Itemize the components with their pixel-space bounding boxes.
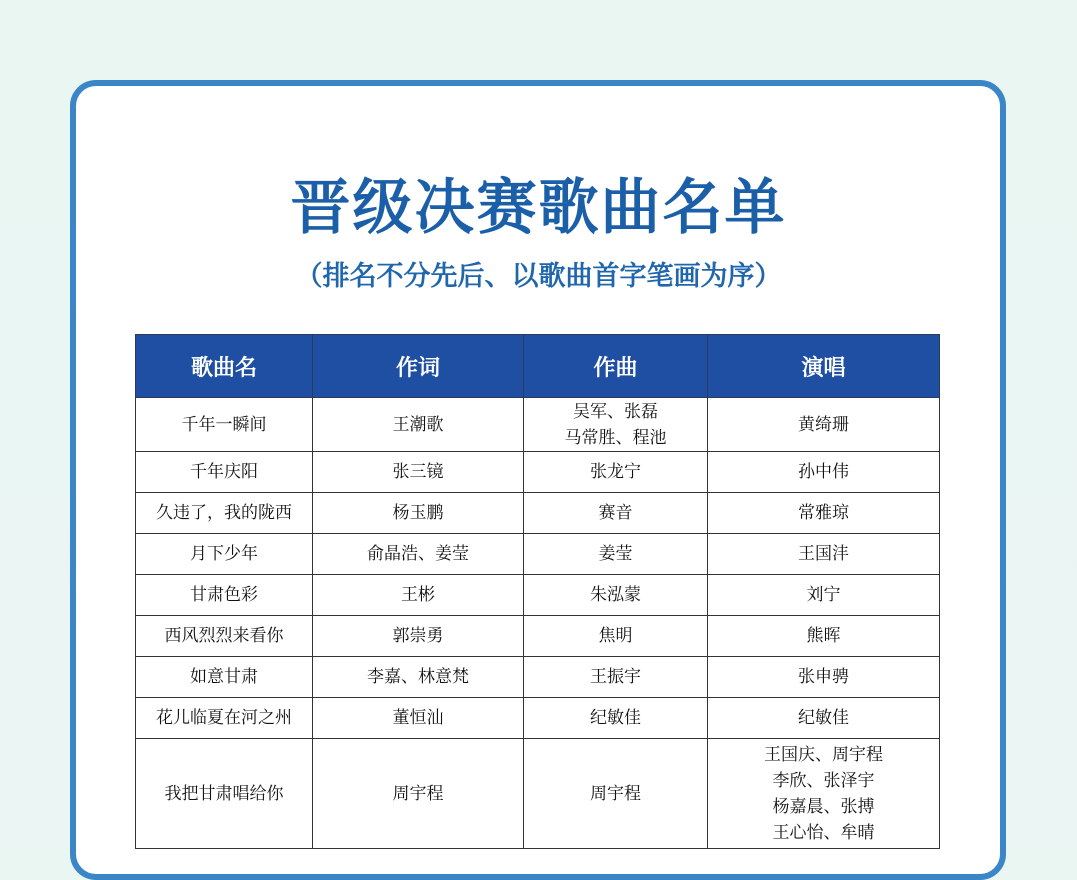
song-name-cell: 花儿临夏在河之州: [136, 698, 313, 739]
singer-cell: 黄绮珊: [708, 398, 940, 452]
header-singer: 演唱: [708, 335, 940, 398]
composer-cell: 纪敏佳: [524, 698, 708, 739]
song-name-cell: 西风烈烈来看你: [136, 616, 313, 657]
header-composer: 作曲: [524, 335, 708, 398]
lyricist-cell: 郭崇勇: [313, 616, 524, 657]
lyricist-cell: 王潮歌: [313, 398, 524, 452]
lyricist-cell: 李嘉、林意梵: [313, 657, 524, 698]
header-lyricist: 作词: [313, 335, 524, 398]
lyricist-cell: 周宇程: [313, 739, 524, 849]
table-row: [136, 739, 940, 849]
composer-cell: 张龙宁: [524, 452, 708, 493]
song-name-cell: 千年一瞬间: [136, 398, 313, 452]
song-list-table: [135, 334, 940, 849]
composer-cell: 朱泓蒙: [524, 575, 708, 616]
lyricist-cell: 杨玉鹏: [313, 493, 524, 534]
song-name-cell: 月下少年: [136, 534, 313, 575]
page-title: 晋级决赛歌曲名单: [290, 173, 787, 243]
composer-cell: [524, 398, 708, 452]
composer-cell: 赛音: [524, 493, 708, 534]
composer-cell: 周宇程: [524, 739, 708, 849]
header-song-name: 歌曲名: [136, 335, 313, 398]
song-name-cell: 如意甘肃: [136, 657, 313, 698]
composer-line: 吴军、张磊: [573, 401, 658, 422]
table-row: [136, 493, 940, 534]
lyricist-cell: 王彬: [313, 575, 524, 616]
singer-cell: 王国沣: [708, 534, 940, 575]
table-row: [136, 575, 940, 616]
table-row: [136, 398, 940, 452]
lyricist-cell: 张三镜: [313, 452, 524, 493]
singer-cell: 刘宁: [708, 575, 940, 616]
singer-line: 李欣、张泽宇: [772, 770, 875, 791]
page-subtitle: （排名不分先后、以歌曲首字笔画为序）: [295, 261, 782, 292]
singer-line: 杨嘉晨、张搏: [772, 796, 875, 817]
table-header-row: [136, 335, 940, 398]
song-name-cell: 久违了，我的陇西: [136, 493, 313, 534]
composer-cell: 姜莹: [524, 534, 708, 575]
singer-cell: 常雅琼: [708, 493, 940, 534]
song-name-cell: 千年庆阳: [136, 452, 313, 493]
singer-cell: 孙中伟: [708, 452, 940, 493]
singer-line: 王国庆、周宇程: [764, 744, 883, 765]
table-row: [136, 616, 940, 657]
lyricist-cell: 俞晶浩、姜莹: [313, 534, 524, 575]
table-row: [136, 657, 940, 698]
table-row: [136, 452, 940, 493]
composer-cell: 王振宇: [524, 657, 708, 698]
table-row: [136, 534, 940, 575]
lyricist-cell: 董恒汕: [313, 698, 524, 739]
singer-line: 王心怡、牟晴: [772, 822, 875, 843]
song-name-cell: 甘肃色彩: [136, 575, 313, 616]
singer-cell: 纪敏佳: [708, 698, 940, 739]
composer-line: 马常胜、程池: [564, 427, 667, 448]
song-name-cell: 我把甘肃唱给你: [136, 739, 313, 849]
singer-cell: 熊晖: [708, 616, 940, 657]
composer-cell: 焦明: [524, 616, 708, 657]
singer-cell: [708, 739, 940, 849]
table-row: [136, 698, 940, 739]
singer-cell: 张申骋: [708, 657, 940, 698]
